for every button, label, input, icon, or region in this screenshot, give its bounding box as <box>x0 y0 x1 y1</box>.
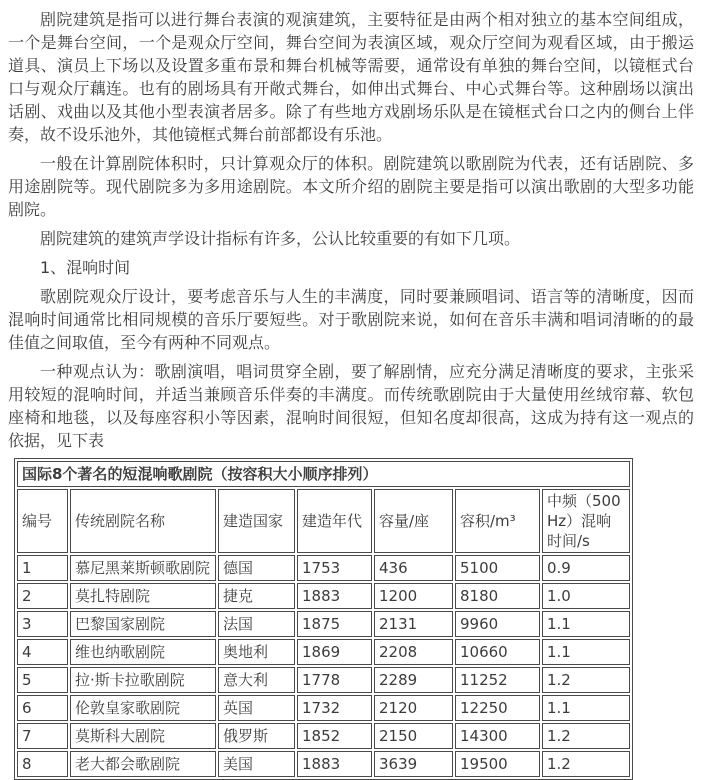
table-cell: 奥地利 <box>218 639 295 665</box>
table-cell: 9960 <box>455 611 540 637</box>
table-cell: 法国 <box>218 611 295 637</box>
table-cell: 1883 <box>297 751 372 777</box>
table-cell: 3 <box>17 611 68 637</box>
table-cell: 1.1 <box>542 611 630 637</box>
column-header-year-built: 建造年代 <box>297 489 372 553</box>
table-cell: 德国 <box>218 555 295 581</box>
table-cell: 14300 <box>455 723 540 749</box>
table-cell: 2208 <box>374 639 453 665</box>
table-cell: 5100 <box>455 555 540 581</box>
table-cell: 8180 <box>455 583 540 609</box>
table-cell: 4 <box>17 639 68 665</box>
table-cell: 10660 <box>455 639 540 665</box>
table-cell: 436 <box>374 555 453 581</box>
column-header-capacity-seats: 容量/座 <box>374 489 453 553</box>
table-cell: 1200 <box>374 583 453 609</box>
table-cell: 1.2 <box>542 751 630 777</box>
table-cell: 3639 <box>374 751 453 777</box>
column-header-country: 建造国家 <box>218 489 295 553</box>
table-cell: 1.2 <box>542 723 630 749</box>
paragraph-volume-calculation: 一般在计算剧院体积时，只计算观众厅的体积。剧院建筑以歌剧院为代表，还有话剧院、多用途剧院等。现代剧院多为多用途剧院。本文所介绍的剧院主要是指可以演出歌剧的大型多功能剧院。 <box>8 154 694 219</box>
table-cell: 2150 <box>374 723 453 749</box>
column-header-number: 编号 <box>17 489 68 553</box>
table-cell: 美国 <box>218 751 295 777</box>
table-cell: 巴黎国家剧院 <box>70 611 216 637</box>
table-cell: 1852 <box>297 723 372 749</box>
table-cell: 慕尼黑莱斯顿歌剧院 <box>70 555 216 581</box>
table-header-row <box>17 489 630 553</box>
table-cell: 1.1 <box>542 639 630 665</box>
table-cell: 1.0 <box>542 583 630 609</box>
table-cell: 2 <box>17 583 68 609</box>
table-row <box>17 723 630 749</box>
table-cell: 俄罗斯 <box>218 723 295 749</box>
column-header-volume-m3: 容积/m³ <box>455 489 540 553</box>
table-row <box>17 639 630 665</box>
table-cell: 1778 <box>297 667 372 693</box>
table-cell: 1869 <box>297 639 372 665</box>
column-header-mid-freq-reverb-time: 中频（500Hz）混响时间/s <box>542 489 630 553</box>
section-heading-reverberation-time: 1、混响时间 <box>40 258 131 277</box>
table-cell: 19500 <box>455 751 540 777</box>
table-cell: 1 <box>17 555 68 581</box>
table-cell: 拉·斯卡拉歌剧院 <box>70 667 216 693</box>
table-cell: 维也纳歌剧院 <box>70 639 216 665</box>
paragraph-audience-hall-design: 歌剧院观众厅设计，要考虑音乐与人生的丰满度，同时要兼顾唱词、语言等的清晰度，因而混响时间通常比相同规模的音乐厅要短些。对于歌剧院来说，如何在音乐丰满和唱词清晰的的最佳值之间取值，至今有两种不同观点。 <box>8 287 694 352</box>
table-cell: 11252 <box>455 667 540 693</box>
table-row <box>17 583 630 609</box>
table-row <box>17 667 630 693</box>
table-cell: 1.2 <box>542 667 630 693</box>
table-cell: 5 <box>17 667 68 693</box>
table-cell: 2289 <box>374 667 453 693</box>
table-cell: 1732 <box>297 695 372 721</box>
table-cell: 6 <box>17 695 68 721</box>
opera-houses-table <box>14 458 633 780</box>
table-cell: 1.1 <box>542 695 630 721</box>
table-cell: 2120 <box>374 695 453 721</box>
table-cell: 伦敦皇家歌剧院 <box>70 695 216 721</box>
table-cell: 1883 <box>297 583 372 609</box>
table-cell: 8 <box>17 751 68 777</box>
table-cell: 1875 <box>297 611 372 637</box>
paragraph-acoustic-indicators: 剧院建筑的建筑声学设计指标有许多，公认比较重要的有如下几项。 <box>40 229 521 248</box>
table-cell: 2131 <box>374 611 453 637</box>
table-cell: 0.9 <box>542 555 630 581</box>
table-cell: 1753 <box>297 555 372 581</box>
paragraph-theater-definition: 剧院建筑是指可以进行舞台表演的观演建筑，主要特征是由两个相对独立的基本空间组成，一个是舞台空间，一个是观众厅空间，舞台空间为表演区域，观众厅空间为观看区域，由于搬运道具、演员上下场以及设置多重布景和舞台机械等需要，通常设有单独的舞台空间，以镜框式台口与观众厅藕连。也有的剧场具有开敞式舞台，如伸出式舞台、中心式舞台等。这种剧场以演出话剧、戏曲以及其他小型表演者居多。除了有些地方戏剧场乐队是在镜框式台口之内的侧台上伴奏，故不设乐池外，其他镜框式舞台前部都设有乐池。 <box>8 10 694 144</box>
table-cell: 莫扎特剧院 <box>70 583 216 609</box>
table-cell: 捷克 <box>218 583 295 609</box>
table-row <box>17 611 630 637</box>
table-cell: 英国 <box>218 695 295 721</box>
column-header-theater-name: 传统剧院名称 <box>70 489 216 553</box>
table-cell: 莫斯科大剧院 <box>70 723 216 749</box>
table-cell: 老大都会歌剧院 <box>70 751 216 777</box>
table-row <box>17 695 630 721</box>
paragraph-viewpoint-short-reverb: 一种观点认为：歌剧演唱，唱词贯穿全剧，要了解剧情，应充分满足清晰度的要求，主张采用较短的混响时间，并适当兼顾音乐伴奏的丰满度。而传统歌剧院由于大量使用丝绒帘幕、软包座椅和地毯，以及每座容积小等因素，混响时间很短，但知名度却很高，这成为持有这一观点的依据，见下表 <box>8 362 694 450</box>
table-row <box>17 555 630 581</box>
table-title: 国际8个著名的短混响歌剧院（按容积大小顺序排列） <box>17 461 630 487</box>
table-cell: 意大利 <box>218 667 295 693</box>
table-title-row <box>17 461 630 487</box>
table-row <box>17 751 630 777</box>
table-cell: 12250 <box>455 695 540 721</box>
table-cell: 7 <box>17 723 68 749</box>
